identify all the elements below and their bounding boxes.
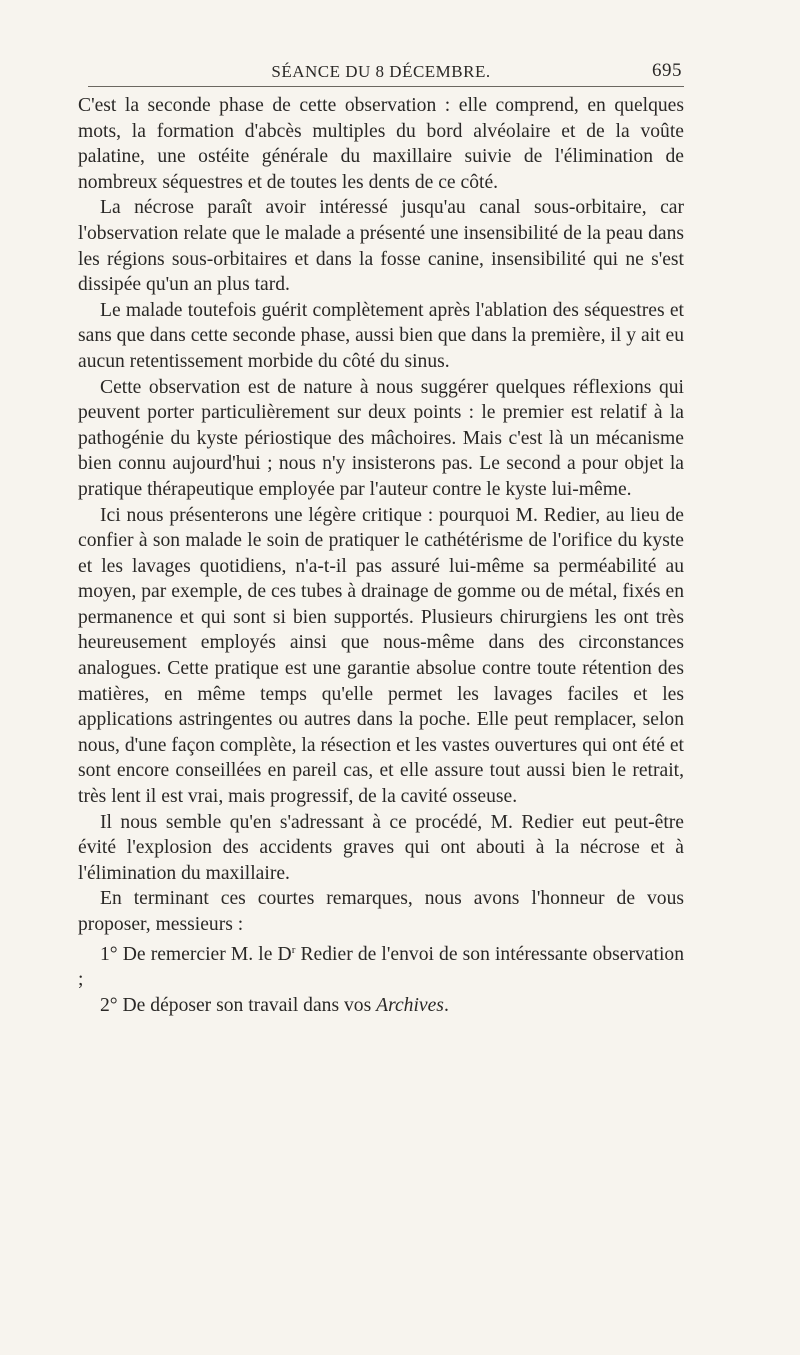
archives-italic: Archives	[376, 994, 444, 1016]
list-item-1-end: Redier de l'envoi de son intéressante observation ;	[78, 943, 684, 991]
superscript: r	[291, 943, 296, 956]
paragraph: Cette observation est de nature à nous suggérer quelques réflexions qui peuvent porter particulièrement sur deux points : le premier est relatif à la pathogénie du kyste périostique des mâchoires. Mais c'est là un mécanisme bien connu aujourd'hui ; nous n'y insisterons pas. Le second a pour objet la pratique thérapeutique employée par l'auteur contre le kyste lui-même.	[78, 376, 684, 500]
page-number: 695	[652, 60, 682, 81]
paragraph: En terminant ces courtes remarques, nous avons l'honneur de vous proposer, messieurs :	[78, 888, 684, 935]
paragraph: Il nous semble qu'en s'adressant à ce procédé, M. Redier eut peut-être évité l'explosion des accidents graves qui ont abouti à la nécrose et à l'élimination du maxillaire.	[78, 811, 684, 884]
running-head	[78, 58, 684, 86]
book-page	[78, 58, 684, 1018]
list-item-2-end: .	[443, 994, 449, 1016]
list-item-2	[78, 993, 684, 1019]
list-item-1	[78, 938, 684, 993]
paragraph: Ici nous présenterons une légère critique : pourquoi M. Redier, au lieu de confier à son malade le soin de pratiquer le cathétérisme de l'orifice du kyste et les lavages quotidiens, n'a-t-il pas assuré lui-même sa perméabilité au moyen, par exemple, de ces tubes à drainage de gomme ou de métal, fixés en permanence et qui sont si bien supportés. Plusieurs chirurgiens les ont très heureusement employés ainsi que nous-même dans des circonstances analogues. Cette pratique est une garantie absolue contre toute rétention des matières, en même temps qu'elle permet les lavages faciles et les applications astringentes ou autres dans la poche. Elle peut remplacer, selon nous, d'une façon complète, la résection et les vastes ouvertures qui ont été et sont encore conseillées en pareil cas, et elle assure tout aussi bien le retrait, très lent il est vrai, mais progressif, de la cavité osseuse.	[78, 504, 684, 808]
list-item-1-start: 1° De remercier M. le D	[100, 943, 292, 965]
paragraph: C'est la seconde phase de cette observation : elle comprend, en quelques mots, la formation d'abcès multiples du bord alvéolaire et de la voûte palatine, une ostéite générale du maxillaire suivie de l'élimination de nombreux séquestres et de toutes les dents de ce côté.	[78, 95, 684, 193]
header-rule	[88, 86, 684, 87]
body-text	[78, 93, 684, 1018]
list-item-2-start: 2° De déposer son travail dans vos	[100, 994, 377, 1016]
paragraph: Le malade toutefois guérit complètement après l'ablation des séquestres et sans que dans cette seconde phase, aussi bien que dans la première, il y ait eu aucun retentissement morbide du côté du sinus.	[78, 299, 684, 372]
running-title: SÉANCE DU 8 DÉCEMBRE.	[271, 62, 491, 81]
paragraph: La nécrose paraît avoir intéressé jusqu'au canal sous-orbitaire, car l'observation relate que le malade a présenté une insensibilité de la peau dans les régions sous-orbitaires et dans la fosse canine, insensibilité qui ne s'est dissipée qu'un an plus tard.	[78, 197, 684, 296]
